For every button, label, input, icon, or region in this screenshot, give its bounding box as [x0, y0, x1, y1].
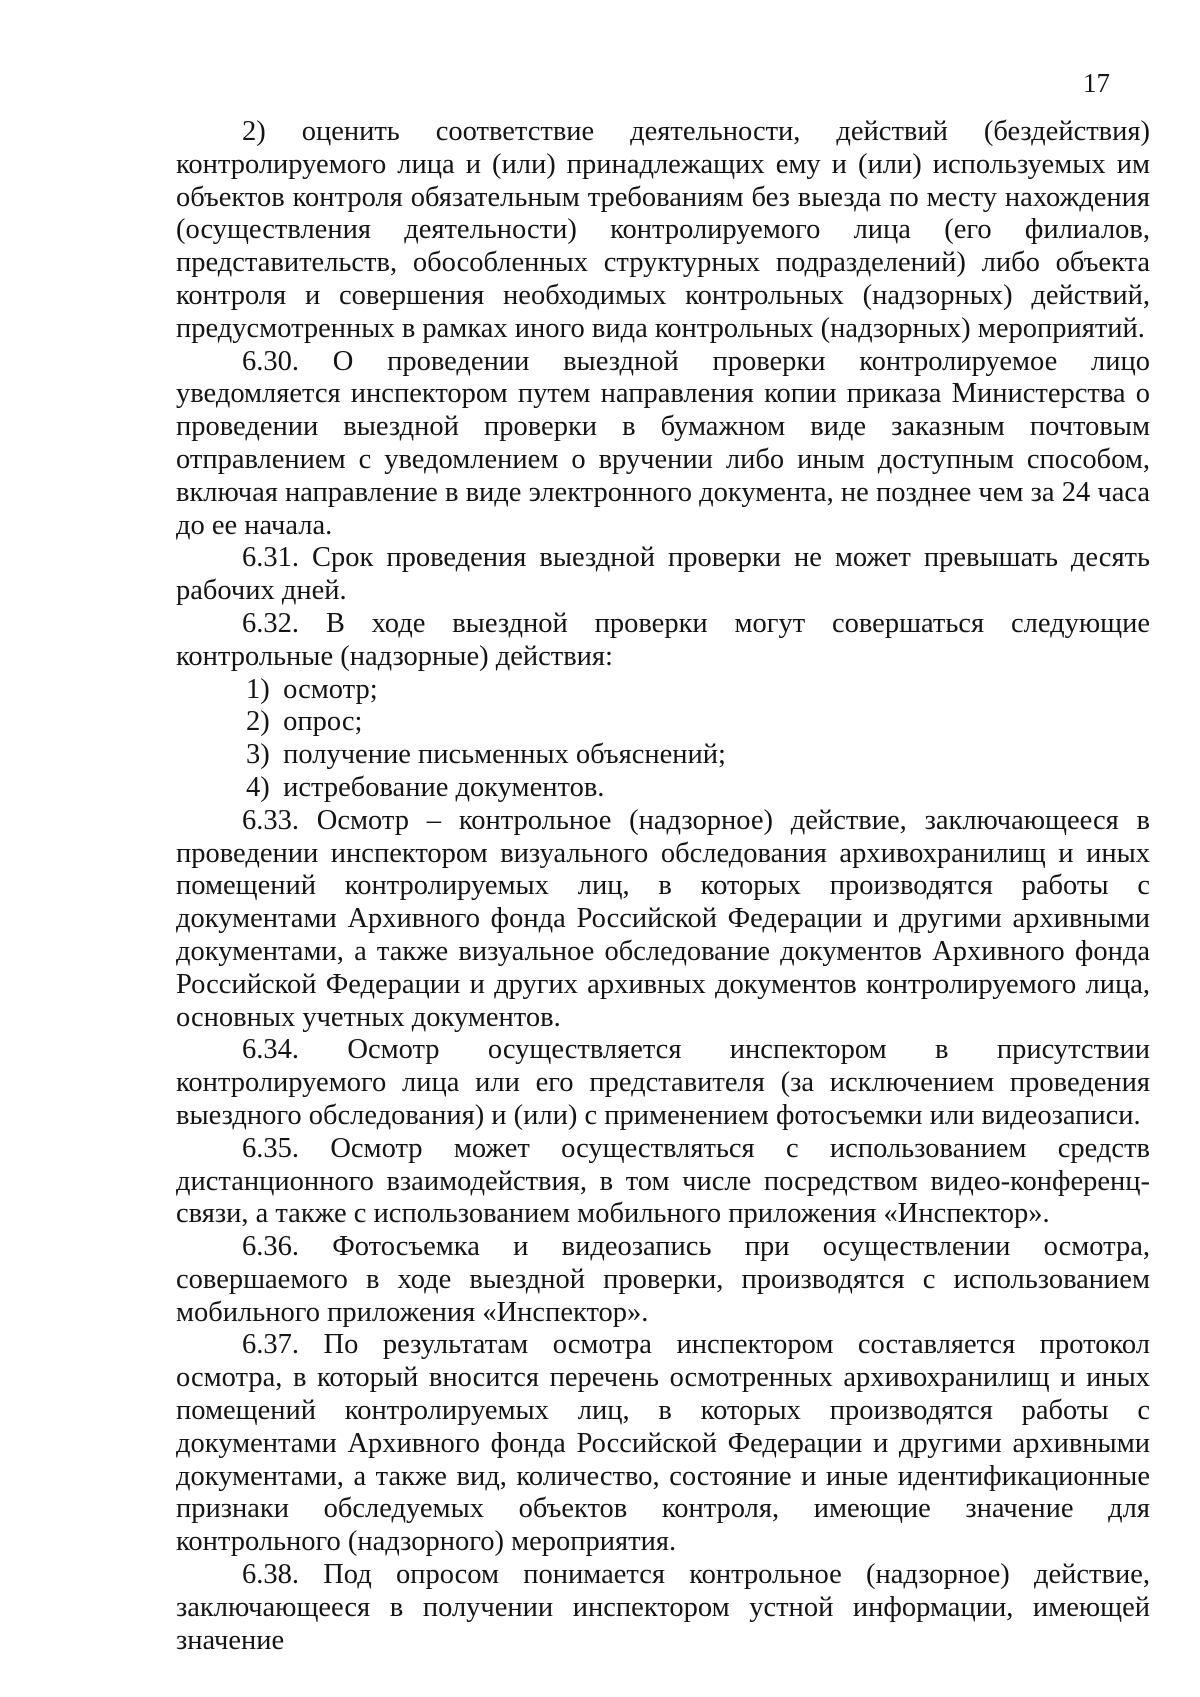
list-item-number: 1): [246, 673, 270, 705]
paragraph: 2) оценить соответствие деятельности, действий (бездействия) контролируемого лица и (или) принадлежащих ему и (или) используемых им объектов контроля обязательным требованиям без выезда по месту нахождения (осуществления деятельности) контролируемого лица (его филиалов, представительств, обособленных структурных подразделений) либо объекта контроля и совершения необходимых контрольных (надзорных) действий, предусмотренных в рамках иного вида контрольных (надзорных) мероприятий.: [176, 116, 1150, 344]
document-body: [176, 116, 1150, 1657]
page-number: 17: [1083, 68, 1110, 98]
paragraph: 6.36. Фотосъемка и видеозапись при осуществлении осмотра, совершаемого в ходе выездной проверки, производятся с использованием мобильного приложения «Инспектор».: [176, 1231, 1150, 1328]
list-item-text: получение письменных объяснений;: [283, 739, 726, 771]
paragraph: 6.34. Осмотр осуществляется инспектором в присутствии контролируемого лица или его представителя (за исключением проведения выездного обследования) и (или) с применением фотосъемки или видеозаписи.: [176, 1034, 1150, 1131]
paragraph: 6.38. Под опросом понимается контрольное (надзорное) действие, заключающееся в получении инспектором устной информации, имеющей значение: [176, 1559, 1150, 1656]
list-item-text: истребование документов.: [283, 771, 605, 803]
paragraph: 6.37. По результатам осмотра инспектором составляется протокол осмотра, в который вносится перечень осмотренных архивохранилищ и иных помещений контролируемых лиц, в которых производятся работы с документами Архивного фонда Российской Федерации и другими архивными документами, а также вид, количество, состояние и иные идентификационные признаки обследуемых объектов контроля, имеющие значение для контрольного (надзорного) мероприятия.: [176, 1329, 1150, 1558]
paragraph: 6.32. В ходе выездной проверки могут совершаться следующие контрольные (надзорные) действия:: [176, 607, 1150, 672]
list-item: [176, 772, 1150, 805]
list-item-number: 2): [246, 706, 270, 738]
list-item-number: 3): [246, 739, 270, 771]
paragraph: 6.33. Осмотр – контрольное (надзорное) действие, заключающееся в проведении инспектором визуального обследования архивохранилищ и иных помещений контролируемых лиц, в которых производятся работы с документами Архивного фонда Российской Федерации и другими архивными документами, а также визуальное обследование документов Архивного фонда Российской Федерации и других архивных документов контролируемого лица, основных учетных документов.: [176, 804, 1150, 1033]
list-item-text: опрос;: [283, 706, 363, 738]
list-item-number: 4): [246, 771, 270, 803]
list-item-text: осмотр;: [283, 673, 378, 705]
list-item: [176, 706, 1150, 739]
paragraph: 6.35. Осмотр может осуществляться с использованием средств дистанционного взаимодействия, в том числе посредством видео-конференц-связи, а также с использованием мобильного приложения «Инспектор».: [176, 1132, 1150, 1230]
list-item: [176, 739, 1150, 772]
paragraph: 6.31. Срок проведения выездной проверки не может превышать десять рабочих дней.: [176, 542, 1150, 607]
action-list: [176, 674, 1150, 805]
paragraph: 6.30. О проведении выездной проверки контролируемое лицо уведомляется инспектором путем направления копии приказа Министерства о проведении выездной проверки в бумажном виде заказным почтовым отправлением с уведомлением о вручении либо иным доступным способом, включая направление в виде электронного документа, не позднее чем за 24 часа до ее начала.: [176, 345, 1150, 541]
list-item: [176, 674, 1150, 707]
